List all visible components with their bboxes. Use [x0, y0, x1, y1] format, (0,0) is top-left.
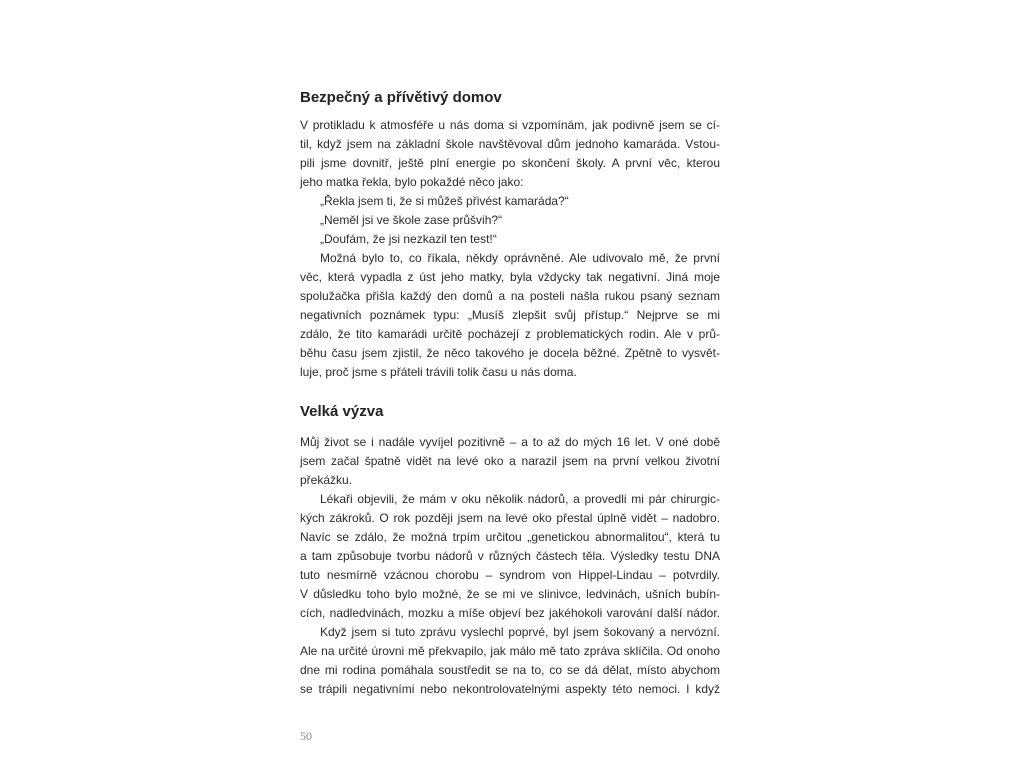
text-line: tuto nesmírně vzácnou chorobu – syndrom von Hippel-Lindau – potvrdily.: [300, 568, 720, 582]
text-line: jeho matka řekla, bylo pokaždé něco jako:: [300, 175, 524, 189]
text-line: V protikladu k atmosféře u nás doma si vzpomínám, jak podivně jsem se cí-: [300, 118, 720, 132]
quote-line: „Neměl jsi ve škole zase průšvih?“: [320, 213, 503, 227]
text-line: V důsledku toho bylo možné, že se mi ve slinivce, ledvinách, ušních bubín-: [300, 587, 720, 601]
section-heading: Velká výzva: [300, 403, 384, 420]
page-number: 50: [300, 729, 312, 743]
quote-line: „Řekla jsem ti, že si můžeš přivést kamaráda?“: [320, 194, 569, 208]
text-line: Ale na určité úrovni mě překvapilo, jak málo mě tato zpráva sklíčila. Od onoho: [300, 644, 720, 658]
text-line: a tam způsobuje tvorbu nádorů v různých částech těla. Výsledky testu DNA: [300, 549, 720, 563]
text-line: luje, proč jsme s přáteli trávili tolik času u nás doma.: [300, 365, 577, 379]
text-line: Lékaři objevili, že mám v oku několik nádorů, a provedli mi pár chirurgic-: [320, 492, 720, 506]
text-line: til, když jsem na základní škole navštěvoval dům jednoho kamaráda. Vstou-: [300, 137, 720, 151]
section-heading: Bezpečný a přívětivý domov: [300, 89, 502, 106]
text-line: Možná bylo to, co říkala, někdy oprávněné. Ale udivovalo mě, že první: [320, 251, 720, 265]
text-line: negativních poznámek typu: „Musíš zlepšit svůj přístup.“ Nejprve se mi: [300, 308, 720, 322]
text-line: zdálo, že tito kamarádi určitě pocházejí z problematických rodin. Ale v prů-: [300, 327, 720, 341]
text-line: věc, která vypadla z úst jeho matky, byla vždycky tak negativní. Jiná moje: [300, 270, 720, 284]
text-line: běhu času jsem zjistil, že něco takového je docela běžné. Zpětně to vysvět-: [300, 346, 720, 360]
text-line: kých zákroků. O rok později jsem na levé oko přestal úplně vidět – nadobro.: [300, 511, 720, 525]
text-line: dne mi rodina pomáhala soustředit se na to, co se dá dělat, místo abychom: [300, 663, 720, 677]
text-line: překážku.: [300, 473, 353, 487]
text-line: se trápili negativními nebo nekontrolovatelnými aspekty této nemoci. I když: [300, 682, 720, 696]
text-line: Navíc se zdálo, že možná trpím určitou „genetickou abnormalitou“, která tu: [300, 530, 720, 544]
text-line: Můj život se i nadále vyvíjel pozitivně – a to až do mých 16 let. V oné době: [300, 435, 720, 449]
text-line: Když jsem si tuto zprávu vyslechl poprvé, byl jsem šokovaný a nervózní.: [320, 625, 720, 639]
text-line: spolužačka přišla každý den domů a na posteli našla rukou psaný seznam: [300, 289, 720, 303]
text-line: cích, nadledvinách, mozku a míše objeví bez jakéhokoli varování další nádor.: [300, 606, 720, 620]
text-line: pili jsme dovnitř, ještě plní energie po skončení školy. A první věc, kterou: [300, 156, 720, 170]
text-line: jsem začal špatně vidět na levé oko a narazil jsem na první velkou životní: [300, 454, 720, 468]
quote-line: „Doufám, že jsi nezkazil ten test!“: [320, 232, 497, 246]
